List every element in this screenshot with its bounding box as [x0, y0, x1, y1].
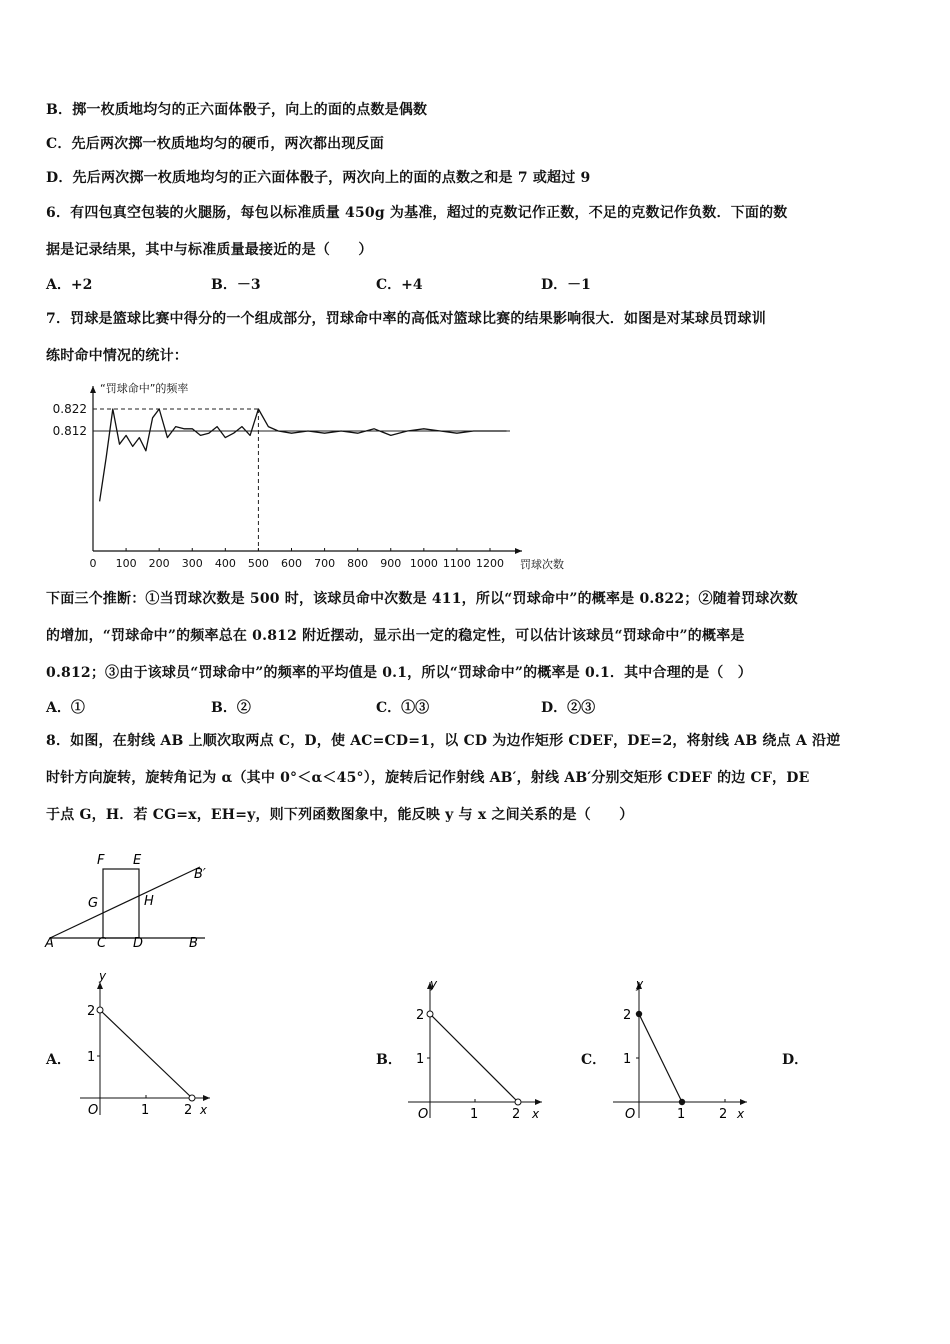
- y-tick-label-0: 0.822: [52, 402, 87, 416]
- x-tick-label-1000: 1000: [409, 557, 438, 570]
- q8-stem-line2: 时针方向旋转，旋转角记为 α（其中 0°＜α＜45°），旋转后记作射线 AB′，射线 AB′分别交矩形 CDEF 的边 CF，DE: [46, 770, 810, 786]
- label-d: D: [133, 936, 144, 951]
- x-tick-label-600: 600: [281, 557, 302, 570]
- q7-stem-line3: 下面三个推断：①当罚球次数是 500 时，该球员命中次数是 411，所以“罚球命中”的概率是 0.822；②随着罚球次数: [46, 591, 798, 607]
- x-tick-label-1100: 1100: [442, 557, 471, 570]
- svg-text:x: x: [737, 1107, 745, 1121]
- x-axis-arrow: [515, 548, 522, 554]
- y-tick-label-1: 0.812: [52, 424, 87, 438]
- q5-option-c: C．先后两次掷一枚质地均匀的硬币，两次都出现反面: [46, 136, 384, 152]
- graph-b-line: [430, 1014, 518, 1102]
- x-tick-label-800: 800: [347, 557, 369, 570]
- graph-option-d-label: D．: [782, 1052, 809, 1068]
- q7-option-a: A．①: [46, 700, 85, 716]
- svg-text:1: 1: [87, 1050, 96, 1065]
- q7-stem-line2: 练时命中情况的统计：: [46, 348, 188, 364]
- x-tick-label-400: 400: [214, 557, 236, 570]
- graph-option-b-label: B．: [376, 1052, 402, 1068]
- graph-option-c: [605, 970, 755, 1125]
- svg-text:O: O: [625, 1107, 636, 1122]
- rectangle-cdef: [103, 869, 139, 938]
- x-tick-label-900: 900: [380, 557, 402, 570]
- x-tick-label-700: 700: [314, 557, 336, 570]
- label-f: F: [97, 853, 105, 868]
- svg-text:x: x: [200, 1103, 208, 1117]
- x-tick-label-100: 100: [115, 557, 137, 570]
- q6-stem-line1: 6．有四包真空包装的火腿肠，每包以标准质量 450g 为基准，超过的克数记作正数，不足的克数记作负数．下面的数: [46, 205, 788, 221]
- q7-option-d: D．②③: [541, 700, 596, 716]
- q5-option-b: B．掷一枚质地均匀的正六面体骰子，向上的面的点数是偶数: [46, 102, 428, 118]
- q5-option-d: D．先后两次掷一枚质地均匀的正六面体骰子，两次向上的面的点数之和是 7 或超过 9: [46, 170, 591, 186]
- label-e: E: [133, 853, 142, 868]
- y-axis-title: “罚球命中”的频率: [100, 382, 189, 395]
- svg-text:y: y: [99, 969, 107, 983]
- x-tick-label-0: 0: [89, 557, 97, 570]
- label-b-prime: B′: [194, 867, 206, 882]
- x-tick-label-200: 200: [148, 557, 170, 570]
- q7-stem-line4: 的增加，“罚球命中”的频率总在 0.812 附近摆动，显示出一定的稳定性，可以估计该球员“罚球命中”的概率是: [46, 628, 745, 644]
- x-tick-label-300: 300: [181, 557, 203, 570]
- svg-text:y: y: [430, 977, 438, 991]
- graph-a-line: [100, 1010, 192, 1098]
- q6-stem-line2: 据是记录结果，其中与标准质量最接近的是（ ）: [46, 242, 373, 258]
- svg-text:2: 2: [512, 1107, 521, 1122]
- svg-text:1: 1: [470, 1107, 479, 1122]
- x-tick-label-500: 500: [247, 557, 269, 570]
- svg-text:1: 1: [416, 1052, 425, 1067]
- svg-text:2: 2: [623, 1008, 632, 1023]
- graph-c-line: [639, 1014, 682, 1102]
- svg-text:1: 1: [677, 1107, 686, 1122]
- q6-option-a: A．+2: [46, 277, 93, 293]
- svg-text:2: 2: [416, 1008, 425, 1023]
- y-axis-arrow: [90, 386, 96, 393]
- x-axis-title: 罚球次数: [520, 558, 564, 571]
- svg-text:2: 2: [87, 1004, 96, 1019]
- label-h: H: [144, 894, 154, 909]
- label-c: C: [97, 936, 107, 951]
- svg-text:1: 1: [141, 1103, 150, 1118]
- x-tick-label-1200: 1200: [476, 557, 504, 570]
- q6-option-b: B．－3: [211, 277, 261, 293]
- svg-text:2: 2: [719, 1107, 728, 1122]
- ray-ab-prime: [50, 867, 200, 938]
- q8-stem-line1: 8．如图，在射线 AB 上顺次取两点 C，D，使 AC=CD=1，以 CD 为边作矩形 CDEF，DE=2，将射线 AB 绕点 A 沿逆: [46, 733, 841, 749]
- svg-text:2: 2: [184, 1103, 193, 1118]
- graph-option-b: [400, 970, 550, 1125]
- frequency-series-line: [100, 409, 507, 501]
- label-a: A: [45, 936, 54, 951]
- q7-option-c: C．①③: [376, 700, 430, 716]
- label-b: B: [189, 936, 198, 951]
- svg-text:x: x: [532, 1107, 540, 1121]
- svg-text:O: O: [88, 1103, 99, 1118]
- graph-option-c-label: C．: [581, 1052, 607, 1068]
- graph-option-a-label: A．: [46, 1052, 71, 1068]
- q6-option-c: C．+4: [376, 277, 423, 293]
- svg-text:O: O: [418, 1107, 429, 1122]
- svg-text:y: y: [636, 977, 644, 991]
- q8-stem-line3: 于点 G，H．若 CG=x，EH=y，则下列函数图象中，能反映 y 与 x 之间关系的是（ ）: [46, 807, 634, 823]
- svg-text:1: 1: [623, 1052, 632, 1067]
- q7-stem-line1: 7．罚球是篮球比赛中得分的一个组成部分，罚球命中率的高低对篮球比赛的结果影响很大．如图是对某球员罚球训: [46, 311, 766, 327]
- label-g: G: [88, 896, 99, 911]
- rectangle-ray-figure: [40, 848, 220, 953]
- q7-stem-line5: 0.812；③由于该球员“罚球命中”的频率的平均值是 0.1，所以“罚球命中”的概率是 0.1．其中合理的是（ ）: [46, 665, 752, 681]
- graph-option-a: [70, 970, 220, 1125]
- q6-option-d: D．－1: [541, 277, 591, 293]
- q7-option-b: B．②: [211, 700, 251, 716]
